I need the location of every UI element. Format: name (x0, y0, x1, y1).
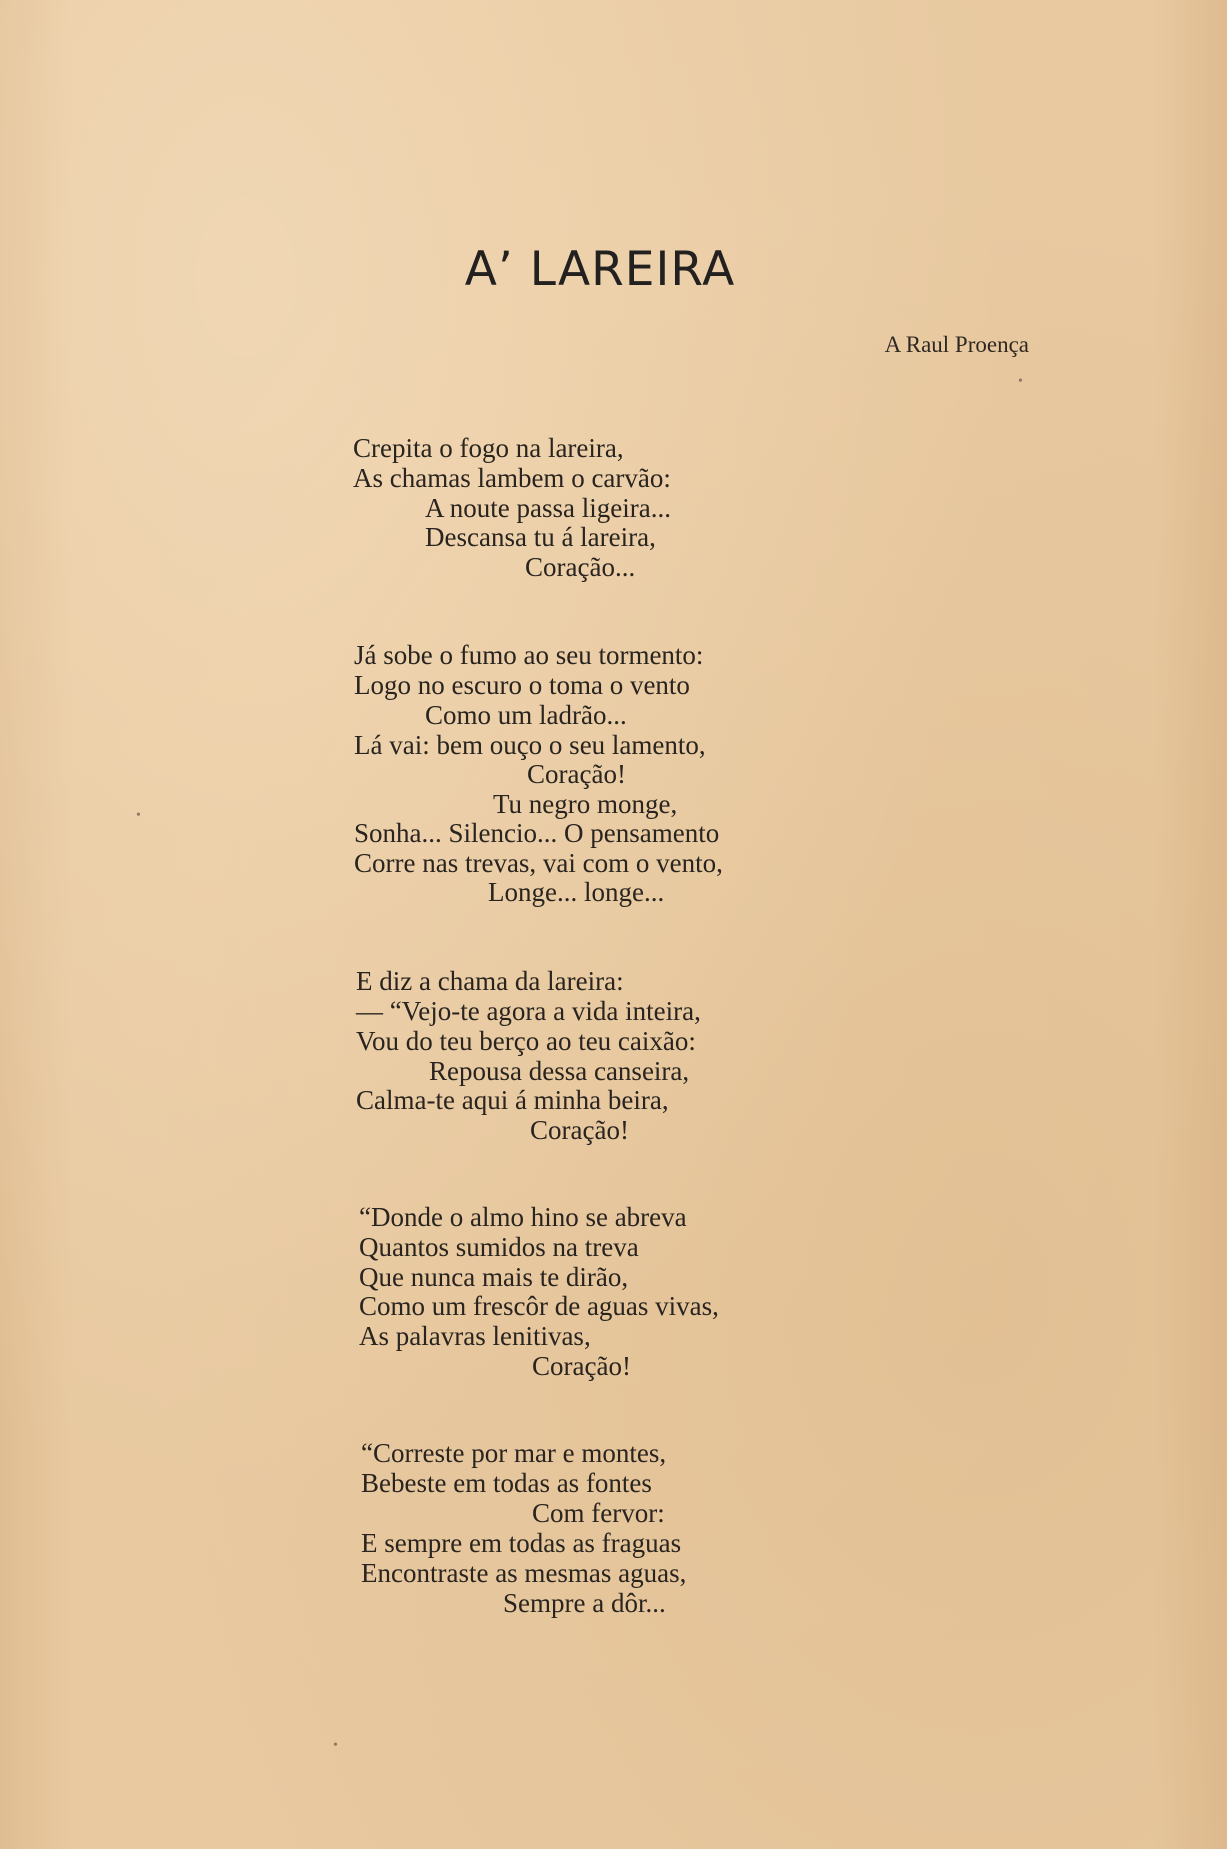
paper-speck: • (136, 808, 141, 823)
poem-line: Encontraste as mesmas aguas, (361, 1558, 687, 1588)
poem-line: Coração! (527, 759, 626, 789)
poem-line: Calma-te aqui á minha beira, (356, 1085, 669, 1115)
poem-line: Como um ladrão... (425, 700, 627, 730)
poem-line: Coração! (532, 1351, 631, 1381)
poem-line: Crepita o fogo na lareira, (353, 433, 624, 463)
poem-line: Corre nas trevas, vai com o vento, (354, 848, 723, 878)
poem-line: Com fervor: (532, 1498, 665, 1528)
dedication: A Raul Proença (884, 332, 1029, 357)
poem-line: Sempre a dôr... (503, 1588, 666, 1618)
poem-line: Longe... longe... (488, 877, 665, 907)
poem-line: Repousa dessa canseira, (429, 1056, 690, 1086)
poem-line: Lá vai: bem ouço o seu lamento, (354, 730, 706, 760)
poem-line: As palavras lenitivas, (359, 1321, 591, 1351)
poem-line: Descansa tu á lareira, (425, 522, 656, 552)
poem-line: — “Vejo-te agora a vida inteira, (356, 996, 701, 1026)
poem-line: Como um frescôr de aguas vivas, (359, 1291, 719, 1321)
poem-line: As chamas lambem o carvão: (353, 463, 671, 493)
poem-line: “Correste por mar e montes, (361, 1438, 667, 1468)
poem-line: Logo no escuro o toma o vento (354, 670, 690, 700)
poem-line: Tu negro monge, (493, 789, 678, 819)
paper-speck: • (333, 1738, 338, 1753)
poem-line: “Donde o almo hino se abreva (359, 1202, 687, 1232)
poem-line: Vou do teu berço ao teu caixão: (356, 1026, 696, 1056)
poem-line: Quantos sumidos na treva (359, 1232, 639, 1262)
poem-line: E sempre em todas as fraguas (361, 1528, 682, 1558)
poem-line: Já sobe o fumo ao seu tormento: (354, 640, 704, 670)
poem-line: Sonha... Silencio... O pensamento (354, 818, 720, 848)
poem-line: Coração! (530, 1115, 629, 1145)
paper-speck: • (1018, 374, 1023, 389)
poem-title: A’ LAREIRA (464, 242, 736, 297)
poem-line: Bebeste em todas as fontes (361, 1468, 652, 1498)
poem-line: A noute passa ligeira... (425, 493, 671, 523)
poem-line: Coração... (525, 552, 636, 582)
poem-line: Que nunca mais te dirão, (359, 1262, 629, 1292)
poem-line: E diz a chama da lareira: (356, 966, 624, 996)
